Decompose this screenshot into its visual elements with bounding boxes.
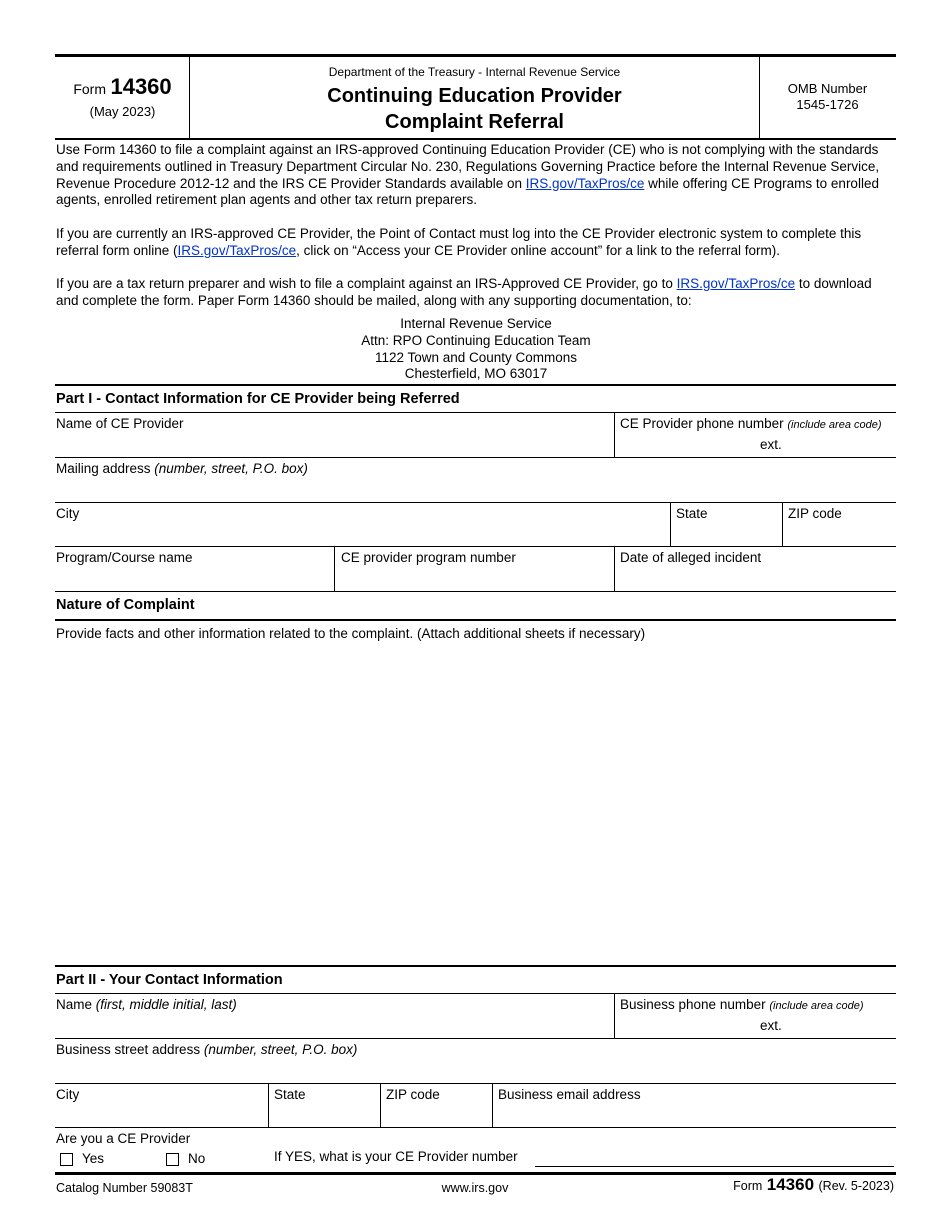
business-street-label-text: Business street address	[56, 1042, 204, 1057]
irs-ce-link-1[interactable]: IRS.gov/TaxPros/ce	[525, 175, 645, 191]
business-state-field[interactable]	[272, 1104, 378, 1126]
divider	[380, 1083, 381, 1128]
divider	[334, 546, 335, 592]
divider	[614, 412, 615, 458]
irs-ce-link-3[interactable]: IRS.gov/TaxPros/ce	[676, 276, 796, 291]
business-ext-label: ext.	[760, 1018, 782, 1033]
intro-p1-text-end: while offering CE Programs to enrolled agents, enrolled retirement plan agents and other tax return preparers.	[56, 175, 879, 208]
catalog-number: Catalog Number 59083T	[56, 1181, 193, 1195]
incident-date-field[interactable]	[618, 567, 894, 589]
intro-paragraph-3	[56, 276, 896, 310]
omb-number: 1545-1726	[796, 97, 859, 112]
form-date: (May 2023)	[89, 104, 156, 119]
divider	[492, 1083, 493, 1128]
intro-p2-text: If you are currently an IRS-approved CE Provider, the Point of Contact must log into the CE Provider electronic system to complete this referral form online (	[56, 226, 862, 258]
row-rule	[55, 1127, 896, 1128]
program-number-label: CE provider program number	[341, 550, 516, 565]
complaint-text-area[interactable]	[56, 646, 894, 960]
program-number-field[interactable]	[338, 567, 612, 589]
form-title-line2: Complaint Referral	[385, 111, 564, 133]
business-phone-label	[620, 997, 864, 1014]
ce-provider-ext-label: ext.	[760, 437, 782, 452]
business-street-note: (number, street, P.O. box)	[203, 1042, 358, 1057]
complaint-instructions: Provide facts and other information related to the complaint. (Attach additional sheets if necessary)	[56, 626, 646, 641]
part1-heading-rule	[55, 412, 896, 413]
business-zip-field[interactable]	[384, 1104, 490, 1126]
program-course-field[interactable]	[56, 567, 332, 589]
form-number: 14360	[110, 74, 172, 99]
program-course-label: Program/Course name	[56, 550, 193, 565]
header-top-rule	[55, 54, 896, 57]
business-phone-field[interactable]	[618, 1016, 754, 1036]
row-rule	[55, 502, 896, 503]
business-state-label: State	[274, 1087, 306, 1102]
irs-website: www.irs.gov	[441, 1181, 509, 1195]
address-line-2: Attn: RPO Continuing Education Team	[361, 332, 591, 348]
ce-provider-phone-label	[620, 416, 882, 433]
address-line-3: 1122 Town and County Commons	[374, 349, 578, 365]
ce-provider-city-field[interactable]	[56, 522, 668, 544]
business-email-label: Business email address	[498, 1087, 641, 1102]
your-name-label	[56, 997, 237, 1013]
ce-provider-zip-field[interactable]	[786, 522, 894, 544]
your-name-field[interactable]	[56, 1013, 612, 1037]
intro-p2-text-end: , click on “Access your CE Provider online account” for a link to the referral form).	[296, 242, 781, 258]
business-zip-label: ZIP code	[386, 1087, 440, 1102]
yes-label: Yes	[82, 1151, 105, 1166]
intro-paragraph-1	[56, 142, 896, 209]
incident-date-label: Date of alleged incident	[620, 550, 762, 565]
row-rule	[55, 1083, 896, 1084]
ce-provider-city-label: City	[56, 506, 80, 521]
omb-label: OMB Number	[787, 81, 868, 96]
ce-provider-phone-note: (include area code)	[787, 419, 882, 431]
address-line-1: Internal Revenue Service	[400, 316, 552, 331]
row-rule	[55, 591, 896, 592]
footer-form-number: 14360	[766, 1175, 815, 1194]
mailing-address-block	[56, 316, 896, 383]
ce-provider-name-label: Name of CE Provider	[56, 416, 184, 431]
ce-provider-state-field[interactable]	[674, 522, 780, 544]
ce-provider-zip-label: ZIP code	[788, 506, 842, 521]
business-phone-note: (include area code)	[769, 1000, 864, 1012]
row-rule	[55, 546, 896, 547]
ce-provider-question: Are you a CE Provider	[56, 1131, 191, 1146]
row-rule	[55, 1038, 896, 1039]
business-city-field[interactable]	[56, 1104, 266, 1126]
provider-number-field[interactable]	[535, 1148, 894, 1167]
form-word: Form	[73, 81, 107, 97]
footer-revision: (Rev. 5-2023)	[818, 1179, 894, 1193]
yes-checkbox[interactable]	[60, 1153, 73, 1166]
business-ext-field[interactable]	[786, 1016, 894, 1036]
divider	[670, 502, 671, 547]
form-id-block	[56, 74, 189, 100]
no-checkbox[interactable]	[166, 1153, 179, 1166]
intro-paragraph-2	[56, 226, 896, 260]
complaint-heading: Nature of Complaint	[56, 597, 195, 613]
form-title-line1: Continuing Education Provider	[327, 85, 622, 107]
ce-provider-phone-label-text: CE Provider phone number	[620, 416, 788, 431]
complaint-heading-rule	[55, 619, 896, 621]
part2-top-rule	[55, 965, 896, 967]
ce-provider-mailing-field[interactable]	[56, 478, 894, 500]
divider	[782, 502, 783, 547]
business-phone-label-text: Business phone number	[620, 997, 770, 1012]
business-email-field[interactable]	[496, 1104, 894, 1126]
part2-heading-rule	[55, 993, 896, 994]
intro-p3-text: If you are a tax return preparer and wish to file a complaint against an IRS-Approved CE Provider, go to	[56, 276, 677, 291]
ce-provider-phone-field[interactable]	[618, 435, 754, 455]
divider	[268, 1083, 269, 1128]
part1-heading: Part I - Contact Information for CE Provider being Referred	[56, 391, 460, 407]
department-name: Department of the Treasury - Internal Revenue Service	[328, 65, 621, 79]
divider	[614, 546, 615, 592]
irs-ce-link-2[interactable]: IRS.gov/TaxPros/ce	[177, 242, 297, 258]
no-label: No	[188, 1151, 206, 1166]
ce-provider-state-label: State	[676, 506, 708, 521]
ce-provider-mailing-label-text: Mailing address	[56, 461, 155, 476]
intro-p3-text-end: to download and complete the form. Paper Form 14360 should be mailed, along with any supporting documentation, to:	[56, 276, 872, 308]
your-name-label-text: Name	[56, 997, 96, 1012]
header-bottom-rule	[55, 138, 896, 140]
ce-provider-mailing-label	[56, 461, 308, 477]
part2-heading: Part II - Your Contact Information	[56, 972, 283, 988]
ce-provider-mailing-note: (number, street, P.O. box)	[154, 461, 308, 476]
address-line-4: Chesterfield, MO 63017	[404, 366, 548, 382]
divider	[614, 993, 615, 1039]
row-rule	[55, 457, 896, 458]
footer-form-id	[733, 1175, 894, 1195]
your-name-note: (first, middle initial, last)	[95, 997, 237, 1012]
intro-p1-text: Use Form 14360 to file a complaint against an IRS-approved Continuing Education Provider (CE) who is not complying with the standards and requirements outlined in Treasury Department Circular No. 230, Regulations Governing Practice before the Internal Revenue Service, Revenue Procedure 2012-12 and the IRS CE Provider Standards available on	[56, 142, 880, 191]
provider-number-label: If YES, what is your CE Provider number	[274, 1149, 518, 1164]
business-city-label: City	[56, 1087, 80, 1102]
footer-form-word: Form	[733, 1179, 763, 1193]
ce-provider-ext-field[interactable]	[786, 435, 894, 455]
part1-top-rule	[55, 384, 896, 386]
ce-provider-name-field[interactable]	[56, 432, 612, 456]
business-street-field[interactable]	[56, 1059, 894, 1081]
business-street-label	[56, 1042, 357, 1058]
